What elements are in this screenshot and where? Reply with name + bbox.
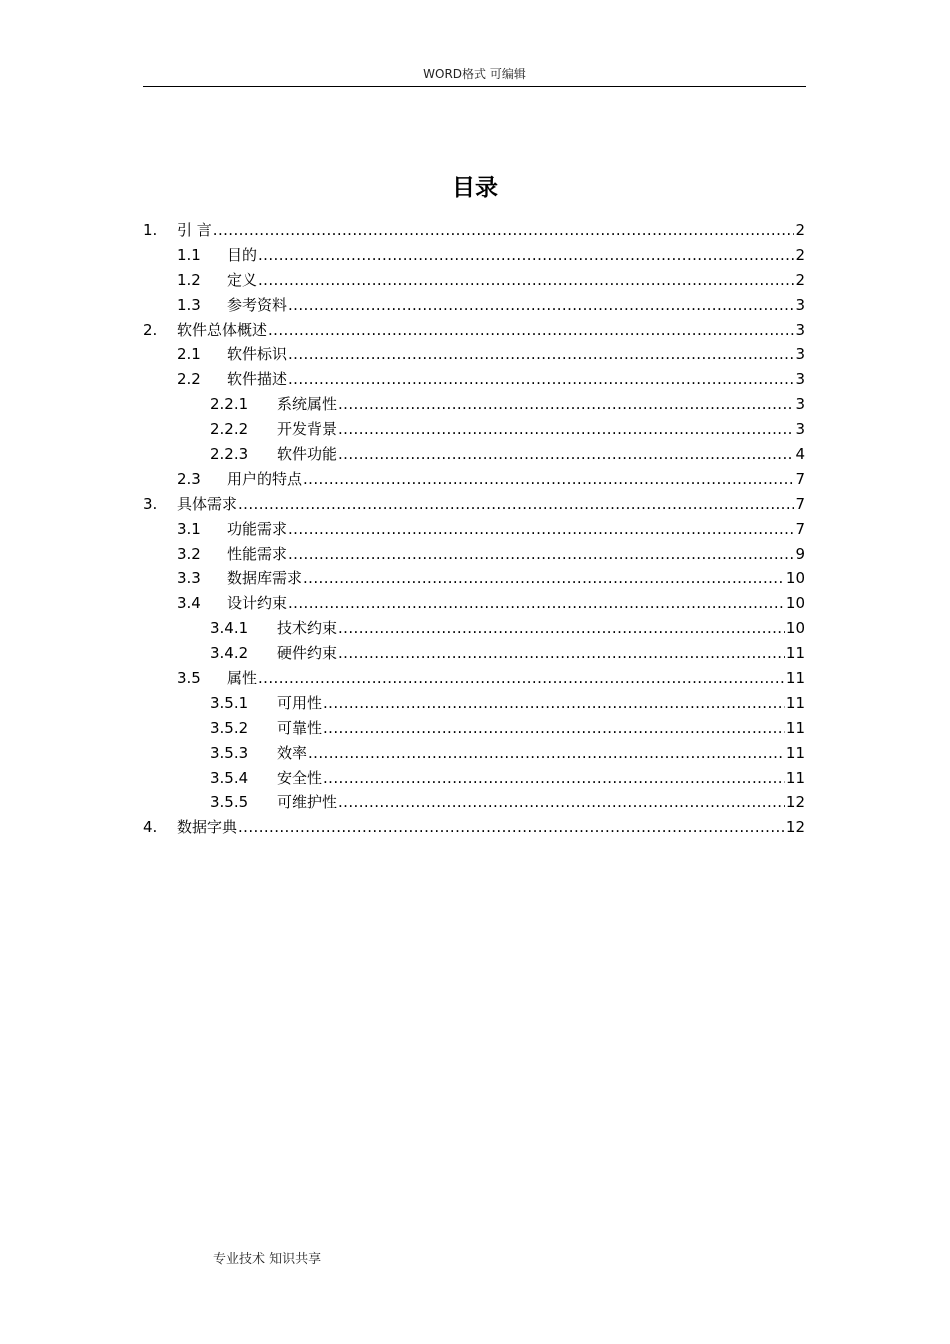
toc-entry[interactable] — [143, 517, 805, 542]
toc-entry-number: 2.2.2 — [210, 420, 249, 439]
toc-entry[interactable] — [143, 766, 805, 791]
toc-entry-page-number: 10 — [785, 619, 805, 638]
toc-entry-label: 用户的特点 — [227, 469, 303, 488]
toc-dot-leader — [323, 716, 785, 741]
toc-dot-leader — [258, 243, 794, 268]
toc-entry-page-number: 11 — [785, 669, 805, 688]
toc-dot-leader — [338, 790, 785, 815]
toc-dot-leader — [288, 367, 794, 392]
toc-entry-page-number: 7 — [795, 469, 805, 488]
toc-entry-number: 3.4 — [177, 594, 201, 613]
toc-entry-number: 3.5 — [177, 669, 201, 688]
toc-entry-label: 软件描述 — [227, 370, 288, 389]
toc-dot-leader — [338, 641, 785, 666]
toc-entry[interactable] — [143, 442, 805, 467]
toc-entry-number: 3. — [143, 494, 158, 513]
toc-entry-number: 3.5.3 — [210, 743, 249, 762]
toc-entry-page-number: 11 — [785, 644, 805, 663]
page-header — [143, 64, 806, 87]
toc-entry-page-number: 2 — [795, 245, 805, 264]
toc-entry[interactable] — [143, 218, 805, 243]
toc-entry-label: 软件功能 — [277, 445, 338, 464]
toc-entry-page-number: 11 — [785, 768, 805, 787]
toc-dot-leader — [213, 218, 795, 243]
toc-entry[interactable] — [143, 815, 805, 840]
toc-entry[interactable] — [143, 691, 805, 716]
toc-entry-label: 参考资料 — [227, 295, 288, 314]
toc-entry-label: 效率 — [277, 743, 308, 762]
toc-dot-leader — [238, 492, 794, 517]
toc-entry-page-number: 11 — [785, 693, 805, 712]
toc-entry-page-number: 3 — [795, 370, 805, 389]
toc-entry-number: 3.5.1 — [210, 693, 249, 712]
toc-entry-label: 软件总体概述 — [177, 320, 268, 339]
toc-entry-number: 2.2.3 — [210, 445, 249, 464]
toc-entry-label: 系统属性 — [277, 395, 338, 414]
toc-entry-page-number: 12 — [785, 793, 805, 812]
toc-entry-number: 3.5.5 — [210, 793, 249, 812]
toc-entry-label: 定义 — [227, 270, 258, 289]
toc-entry-number: 3.1 — [177, 519, 201, 538]
toc-dot-leader — [288, 517, 794, 542]
toc-entry-label: 数据库需求 — [227, 569, 303, 588]
toc-entry-label: 可靠性 — [277, 718, 323, 737]
toc-entry-number: 1. — [143, 221, 158, 239]
toc-dot-leader — [288, 542, 794, 567]
toc-dot-leader — [338, 442, 794, 467]
toc-dot-leader — [258, 268, 794, 293]
toc-entry[interactable] — [143, 790, 805, 815]
toc-entry[interactable] — [143, 268, 805, 293]
toc-entry[interactable] — [143, 616, 805, 641]
toc-entry-number: 4. — [143, 818, 158, 837]
toc-entry-page-number: 4 — [795, 445, 805, 464]
toc-entry[interactable] — [143, 716, 805, 741]
toc-entry-page-number: 2 — [795, 221, 805, 239]
toc-dot-leader — [268, 318, 794, 343]
toc-entry-page-number: 3 — [795, 395, 805, 414]
toc-dot-leader — [288, 293, 794, 318]
toc-entry-label: 技术约束 — [277, 619, 338, 638]
toc-entry[interactable] — [143, 467, 805, 492]
toc-entry-label: 设计约束 — [227, 594, 288, 613]
toc-entry[interactable] — [143, 367, 805, 392]
toc-dot-leader — [323, 691, 785, 716]
toc-entry-number: 2.2.1 — [210, 395, 249, 414]
toc-entry-page-number: 3 — [795, 295, 805, 314]
toc-entry-number: 2.1 — [177, 345, 201, 364]
toc-entry-page-number: 11 — [785, 743, 805, 762]
toc-entry-number: 3.2 — [177, 544, 201, 563]
toc-entry-page-number: 3 — [795, 320, 805, 339]
table-of-contents — [143, 218, 805, 840]
toc-entry-label: 性能需求 — [227, 544, 288, 563]
toc-entry[interactable] — [143, 591, 805, 616]
toc-entry[interactable] — [143, 243, 805, 268]
page-footer: 专业技术 知识共享 — [213, 1252, 322, 1267]
toc-entry[interactable] — [143, 342, 805, 367]
toc-entry-label: 目的 — [227, 245, 258, 264]
toc-entry-number: 2. — [143, 320, 158, 339]
toc-entry[interactable] — [143, 542, 805, 567]
toc-dot-leader — [303, 566, 785, 591]
toc-entry-page-number: 3 — [795, 420, 805, 439]
toc-dot-leader — [323, 766, 785, 791]
toc-entry-page-number: 7 — [795, 519, 805, 538]
toc-entry[interactable] — [143, 417, 805, 442]
toc-entry[interactable] — [143, 741, 805, 766]
toc-entry[interactable] — [143, 318, 805, 343]
toc-entry-page-number: 11 — [785, 718, 805, 737]
toc-dot-leader — [338, 392, 794, 417]
toc-entry[interactable] — [143, 641, 805, 666]
toc-entry-label: 安全性 — [277, 768, 323, 787]
toc-entry-label: 可维护性 — [277, 793, 338, 812]
toc-entry[interactable] — [143, 566, 805, 591]
toc-entry-number: 1.3 — [177, 295, 201, 314]
toc-entry-page-number: 3 — [795, 345, 805, 364]
toc-entry-label: 可用性 — [277, 693, 323, 712]
toc-dot-leader — [258, 666, 785, 691]
toc-entry-number: 1.2 — [177, 270, 201, 289]
toc-title: 目录 — [452, 175, 498, 201]
toc-entry-number: 1.1 — [177, 245, 201, 264]
toc-entry[interactable] — [143, 392, 805, 417]
toc-dot-leader — [303, 467, 794, 492]
toc-entry-label: 开发背景 — [277, 420, 338, 439]
toc-entry-label: 软件标识 — [227, 345, 288, 364]
toc-entry-label: 具体需求 — [177, 494, 238, 513]
toc-dot-leader — [238, 815, 785, 840]
header-text: WORD格式 可编辑 — [423, 67, 526, 81]
toc-entry-page-number: 7 — [795, 494, 805, 513]
toc-dot-leader — [338, 616, 785, 641]
toc-entry-label: 属性 — [227, 669, 258, 688]
toc-entry-number: 2.2 — [177, 370, 201, 389]
toc-entry[interactable] — [143, 492, 805, 517]
toc-entry-label: 硬件约束 — [277, 644, 338, 663]
toc-entry-number: 2.3 — [177, 469, 201, 488]
toc-entry-page-number: 10 — [785, 594, 805, 613]
toc-entry-page-number: 10 — [785, 569, 805, 588]
toc-entry-page-number: 9 — [795, 544, 805, 563]
toc-entry-number: 3.4.1 — [210, 619, 249, 638]
toc-entry-number: 3.4.2 — [210, 644, 249, 663]
toc-entry-label: 功能需求 — [227, 519, 288, 538]
toc-entry-page-number: 2 — [795, 270, 805, 289]
toc-entry-number: 3.5.2 — [210, 718, 249, 737]
toc-entry-label: 引 言 — [177, 221, 212, 239]
toc-entry-page-number: 12 — [785, 818, 805, 837]
toc-dot-leader — [338, 417, 794, 442]
toc-entry-label: 数据字典 — [177, 818, 238, 837]
toc-dot-leader — [288, 591, 785, 616]
toc-entry[interactable] — [143, 293, 805, 318]
toc-entry-number: 3.5.4 — [210, 768, 249, 787]
toc-dot-leader — [288, 342, 794, 367]
toc-entry[interactable] — [143, 666, 805, 691]
toc-entry-number: 3.3 — [177, 569, 201, 588]
toc-dot-leader — [308, 741, 785, 766]
